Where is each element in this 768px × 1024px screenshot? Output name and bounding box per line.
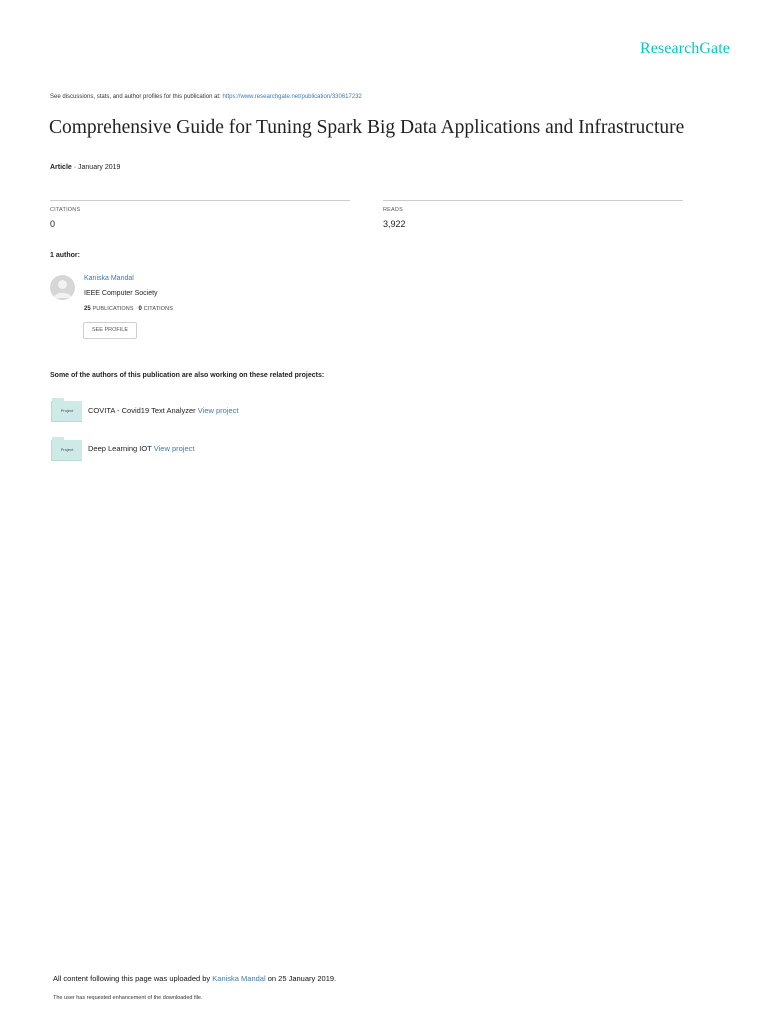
author-citations-count: 0 — [138, 306, 142, 312]
author-publications-count: 25 — [84, 306, 91, 312]
citations-divider — [50, 200, 350, 201]
reads-value: 3,922 — [383, 219, 406, 229]
project-folder-icon: Project — [51, 401, 82, 422]
discussions-notice — [50, 94, 362, 100]
upload-suffix: on 25 January 2019. — [265, 974, 337, 983]
publication-title: Comprehensive Guide for Tuning Spark Big Data Applications and Infrastructure — [49, 117, 685, 138]
enhancement-note: The user has requested enhancement of the downloaded file. — [53, 995, 203, 1001]
reads-divider — [383, 200, 683, 201]
project-item — [88, 406, 239, 415]
author-citations-label: CITATIONS — [141, 306, 174, 312]
project-name: Deep Learning IOT — [88, 444, 154, 453]
researchgate-logo[interactable]: ResearchGate — [639, 40, 730, 57]
publication-url-link[interactable]: https://www.researchgate.net/publication/330617232 — [222, 94, 362, 100]
author-stats — [84, 306, 173, 312]
project-name: COVITA - Covid19 Text Analyzer — [88, 406, 198, 415]
project-folder-icon: Project — [51, 440, 82, 461]
author-name-link[interactable]: Kaniska Mandal — [84, 275, 134, 282]
citations-label: CITATIONS — [50, 207, 81, 213]
authors-heading: 1 author: — [50, 252, 80, 259]
upload-notice — [53, 974, 336, 983]
publication-type: Article — [50, 164, 72, 171]
related-projects-heading: Some of the authors of this publication are also working on these related projects: — [50, 372, 325, 379]
uploader-link[interactable]: Kaniska Mandal — [212, 974, 266, 983]
upload-prefix: All content following this page was uploaded by — [53, 974, 213, 983]
author-publications-label: PUBLICATIONS — [90, 306, 134, 312]
reads-label: READS — [383, 207, 403, 213]
view-project-link[interactable]: View project — [153, 444, 195, 453]
user-placeholder-icon[interactable] — [50, 275, 75, 300]
author-institution: IEEE Computer Society — [84, 290, 158, 297]
avatar-silhouette-icon — [50, 275, 75, 300]
publication-date: · January 2019 — [71, 164, 121, 171]
publication-meta — [50, 164, 120, 171]
project-item — [88, 444, 194, 453]
discussions-text: See discussions, stats, and author profiles for this publication at: — [50, 94, 223, 100]
citations-value: 0 — [50, 219, 56, 229]
view-project-link[interactable]: View project — [197, 406, 239, 415]
see-profile-button[interactable]: SEE PROFILE — [83, 322, 137, 339]
